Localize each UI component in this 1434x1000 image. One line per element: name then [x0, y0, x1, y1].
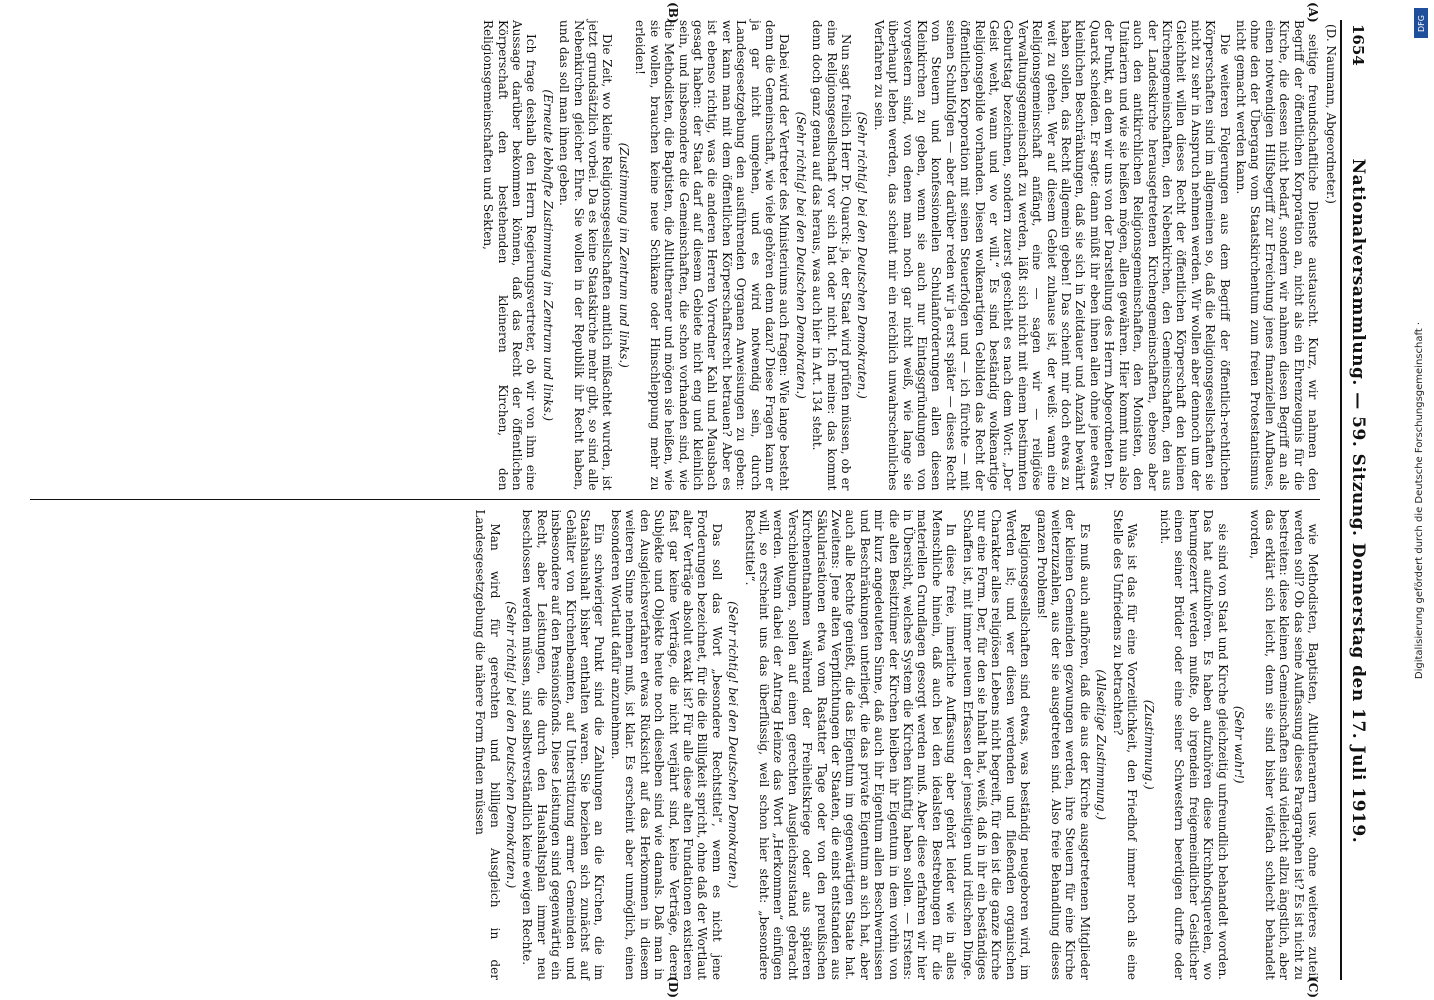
digitization-credit	[1410, 0, 1430, 1000]
paragraph: Es muß auch aufhören, daß die aus der Kirche ausgetretenen Mitglieder der kleinen Gemeinden gezwungen werden, ihre Steuern für eine Kirche weiterzuzahlen, aus der sie ausgetreten sind. Also freie Behandlung dieses ganzen Problems!	[1034, 509, 1092, 980]
paragraph: (Zustimmung.)	[1141, 699, 1156, 790]
paragraph: (Erneute lebhafte Zustimmung im Zentrum und links.)	[540, 89, 555, 422]
dfg-logo	[1414, 8, 1428, 38]
paragraph: Dabei wird der Vertreter des Ministeriums auch fragen: Wie lange besteht denn die Gemeinschaft, wie viele gehören denn dazu? Diese Fragen kann er ja gar nicht umgehen, und es wird notwendig sein, durch Landesgesetzgebung den ausführenden Organen Anweisungen zu geben: wer kann man mit dem öffentlichen Körperschaftsrecht betrauen? Aber es ist ebenso richtig, was die anderen Herren Vorredner Kahl und Mausbach gesagt haben: der Staat darf auf diesem Gebiete nicht eng und kleinlich sein, und insbesondere die Gemeinschaften, die schon vorhanden sind, wie die Methodisten, die Baptisten, die Altlutheraner und mögen sie heißen, wie sie wollen, brauchen keine neue Schikane oder Hinschleppung mehr zu erleiden!	[633, 20, 792, 491]
running-title: Nationalversammlung. — 59. Sitzung. Donnerstag den 17. Juli 1919.	[1348, 158, 1368, 844]
left-column	[30, 2, 1320, 500]
paragraph: Das soll das Wort „besondere Rechtstitel“, wenn es nicht jene Forderungen bezeichnet, für die die Billigkeit spricht, ohne daß der Wortlaut alter Verträge absolut exakt ist? Für alle diese alten Fundationen existieren fast gar keine Verträge, die nicht verjährt sind, keine Verträge, deren Subjekte und Objekte heute noch dieselben sind wie damals. Daß man in den Ausgleichsverfahren etwas Rücksicht auf das Herkommen in diesem weiteren Sinne nehmen muß, ist klar. Es erscheint aber unmöglich, einen besonderen Wortlaut dafür anzunehmen.	[608, 509, 724, 980]
paragraph: Religionsgesellschaften sind etwas, was beständig neugeboren wird, im Werden ist; und wer diesen werdenden und fließenden organischen Charakter alles religiösen Lebens nicht begreift, für den ist die ganze Kirche nur eine Form. Der, für den sie Inhalt hat, weiß, daß in ihr ein beständiges Schaffen ist, mit immer neuem Erfassen der jenseitigen und irdischen Dinge.	[960, 509, 1033, 981]
credit-text: Digitalisierung gefördert durch die Deutsche Forschungsgemeinschaft ·	[1414, 321, 1426, 679]
speaker-note: (D. Naumann, Abgeordneter.)	[1324, 24, 1338, 204]
paragraph: Man wird für gerechten und billigen Ausgleich in der Landesgesetzgebung die nähere Form finden müssen	[473, 509, 502, 980]
paragraph: (Sehr richtig! bei den Deutschen Demokraten.)	[726, 601, 741, 889]
paragraph: Die weiteren Folgerungen aus dem Begriff der öffentlich-rechtlichen Körperschaften sind im allgemeinen so, daß die Religionsgesellschaften sie nicht zu sehr in Anspruch nehmen werden. Wir wollen aber dennoch um der Gleichheit willen dieses Recht der öffentlichen Körperschaft den kleinen Kirchengemeinschaften, den Nebenkirchen, den Gemeinschaften, den aus der Landeskirche herausgetretenen Kirchengemeinschaften, ebenso aber auch den antikirchlichen Religionsgemeinschaften, den Monisten, den Unitariern und wie sie heißen mögen, allen gewähren. Hier kommt nun also der Punkt, an dem wir uns von der Darstellung des Herrn Abgeordneten Dr. Quarck scheiden. Er sagte: dann müßt ihr eben ihnen allen ohne jene etwas kleinlichen Beschränkungen, daß sie sich in Zeitdauer und Anzahl bewährt haben sollen, das Recht allgemein geben! Das scheint mir doch etwas zu weit zu gehen. Wer auf diesem Gebiet zuhause ist, der weiß: wann eine Religionsgemeinschaft anfängt, eine — sagen wir — religiöse Verwaltungsgemeinschaft zu werden, läßt sich nicht mit einem bestimmten Geburtstag bezeichnen, sondern zuerst geschieht es nach dem Wort: „Der Geist weht, wann und wo er will.“ Es sind beständig wolkenartige Religionsgebilde vorhanden. Diesen wolkenartigen Gebilden das Recht der öffentlichen Korporation mit seinen Steuerfolgen und — ich fürchte — mit seinen Schulfolgen — aber darüber reden wir ja erst später — dieses Recht von Steuern und konfessionellen Schulanforderungen allen diesen Kleinkirchen zu geben, wenn sie auch nur Eintagsgründungen von vorgestern sind, von denen man noch gar nicht weiß, wie lange sie überhaupt leben werden, das scheint mir ein reichlich unwahrscheinliches Verfahren zu sein.	[871, 20, 1232, 491]
margin-marker-d: (D)	[666, 976, 680, 998]
paragraph: (Allseitige Zustimmung.)	[1094, 669, 1109, 821]
paragraph: (Sehr richtig! bei den Deutschen Demokraten.)	[504, 601, 519, 889]
paragraph: sie sind von Staat und Kirche gleichzeitig unfreundlich behandelt worden. Das hat aufzuhören. Es haben aufzuhören diese Kirchhofsquerelen, wo herumgezerrt werden mußte, ob irgendein freigemeindlicher Geistlicher einen seiner Brüder oder eine seiner Schwestern beerdigen durfte oder nicht.	[1157, 509, 1230, 980]
paragraph: (Sehr wahr!)	[1231, 705, 1246, 784]
page-number: 1654	[1349, 24, 1367, 66]
paragraph: (Sehr richtig! bei den Deutschen Demokraten.)	[855, 111, 870, 399]
right-column	[30, 509, 1320, 998]
margin-marker-c: (C)	[1306, 977, 1320, 998]
paragraph: Ein schwieriger Punkt sind die Zahlungen an die Kirchen, die im Staatshaushalt bisher enthalten waren. Sie beziehen sich zunächst auf Gehälter von Kirchenbeamten, auf Unterstützung armer Gemeinden und insbesondere auf den Pensionsfonds. Diese Leistungen sind gegenwärtig ein Recht, aber Leistungen, die durch den Haushaltsplan immer neu beschlossen werden müssen, sind selbstverständlich keine ewigen Rechte.	[520, 509, 607, 980]
page-header	[1340, 20, 1368, 980]
paragraph: Die Zeit, wo kleine Religionsgesellschaften amtlich mißachtet wurden, ist jetzt grundsätzlich vorbei. Da es keine Staatskirche mehr gibt, so sind alle Nebenkirchen gleicher Ehre. Sie wollen in der Republik ihr Recht haben, und das soll man ihnen geben.	[557, 20, 615, 491]
paragraph: (Sehr richtig! bei den Deutschen Demokraten.)	[793, 111, 808, 399]
paragraph: wie Methodisten, Baptisten, Altlutheranern usw. ohne weiteres zuteil werden soll? Ob das seine Auffassung dieses Paragraphen ist? Es ist nicht zu bestreiten: diese kleinen Gemeinschaften sind vielleicht allzu ängstlich, aber das erklärt sich leicht, denn sie sind bisher vielfach schlecht behandelt worden,	[1248, 509, 1320, 980]
text-columns	[30, 2, 1320, 998]
paragraph: seitige freundschaftliche Dienste austauscht. Kurz, wir nahmen den Begriff der öffentlichen Korporation an, nicht als ein Ehrenzeugnis für die Kirche, die dessen nicht bedarf, sondern wir nahmen diesen Begriff an als einen notwendigen Hilfsbegriff zur Erreichung jenes finanziellen Aufbaues, ohne den der Übergang vom Staatskirchentum zum freien Protestantismus nicht gemacht werden kann.	[1233, 20, 1320, 491]
margin-marker-b: (B)	[666, 2, 680, 24]
paragraph: In diese freie, innerliche Auffassung aber gehört leider wie in alles Menschliche hinein, daß auch bei den idealsten Bestrebungen für die materiellen Grundlagen gesorgt werden muß. Aber diese erfahren wir hier in Übersicht, welches System die Kirchen künftig haben sollen. — Erstens: die alten Besitztümer der Kirchen bleiben ihr Eigentum in dem vorhin von mir kurz angedeuteten Sinne, daß auch ihr Eigentum allen Beschwernissen und Beschränkungen unterliegt, die das private Eigentum an sich hat, aber auch alle Rechte genießt, die das Eigentum im gegenwärtigen Staate hat. Zweitens: Jene alten Verpflichtungen der Staaten, die einst entstanden aus Säkularisationen etwa vom Rastatter Tage oder von den preußischen Kirchenentnahmen während der Freiheitskriege oder aus späteren Verschiebungen, sollen auf einen gerechten Ausgleichszustand gebracht werden. Wenn dabei der Antrag Heinze das Wort „Herkommen“ einfügen will, so erscheint uns das überflüssig, weil schon hier steht: „besondere Rechtstitel“.	[742, 509, 959, 980]
paragraph: (Zustimmung im Zentrum und links.)	[616, 142, 631, 368]
paragraph: Ich frage deshalb den Herrn Regierungsvertreter, ob wir von ihm eine Aussage darüber bekommen können, daß das Recht der öffentlichen Körperschaft den bestehenden kleineren Kirchen, den Religionsgemeinschaften und Sekten,	[481, 20, 539, 491]
margin-marker-a: (A)	[1306, 2, 1320, 23]
dfg-logo-text: DFG	[1416, 14, 1426, 32]
paragraph: Nun sagt freilich Herr Dr. Quarck: ja, der Staat wird prüfen müssen, ob er eine Religionsgesellschaft vor sich hat oder nicht. Ich meine: das kommt denn doch ganz genau auf das heraus, was auch hier in Art. 134 steht.	[810, 20, 853, 491]
paragraph: Was ist das für eine Vorzeitlichkeit, den Friedhof immer noch als eine Stelle des Unfriedens zu betrachten?	[1110, 509, 1140, 980]
